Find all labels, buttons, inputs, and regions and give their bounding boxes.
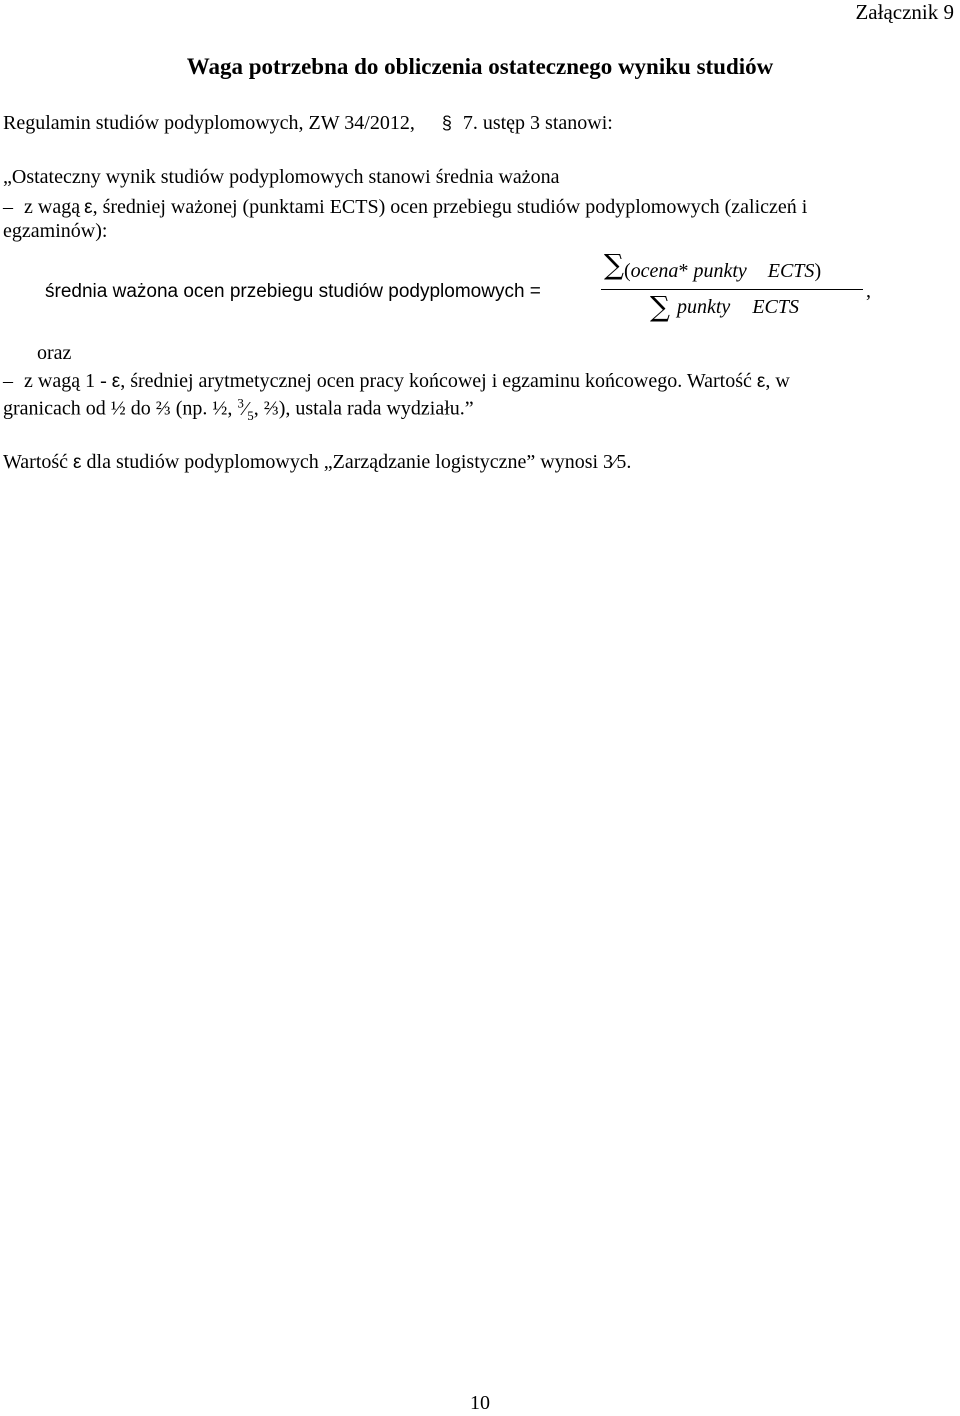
regulation-text: Regulamin studiów podyplomowych, ZW 34/2012, (3, 112, 415, 134)
var-ocena: ocena (630, 260, 679, 282)
multiply-operator: * (678, 260, 689, 282)
item-2-text-b: , średniej arytmetycznej ocen pracy końcowej i egzaminu końcowego. Wartość (120, 370, 752, 392)
fraction-denominator: 5 (247, 407, 254, 423)
epsilon-symbol: ε (73, 452, 82, 473)
numerator-close-paren: ) (814, 260, 822, 282)
quote-item-1-continuation: egzaminów): (3, 220, 108, 242)
page-number: 10 (470, 1392, 490, 1414)
numerator-open-paren: ( (624, 260, 631, 282)
regulation-rest: 7. ustęp 3 stanowi: (462, 112, 613, 134)
conclusion-text-b: dla studiów podyplomowych „Zarządzanie logistyczne” wynosi 3⁄5. (86, 451, 632, 473)
quote-item-1 (3, 196, 807, 219)
item-2-text-a: z wagą 1 - (24, 370, 107, 392)
item-1-text-a: z wagą (24, 196, 81, 218)
quote-item-2-continuation (3, 395, 474, 424)
denominator-var-ects: ECTS (752, 296, 799, 318)
quote-line-1: „Ostateczny wynik studiów podyplomowych stanowi średnia ważona (3, 166, 560, 188)
sum-symbol-numerator: ∑ (604, 248, 624, 281)
formula-lhs: średnia ważona ocen przebiegu studiów podyplomowych = (45, 281, 541, 302)
formula-numerator (624, 260, 821, 283)
page-title: Waga potrzebna do obliczenia ostatecznego wyniku studiów (186, 54, 774, 79)
conclusion-text-a: Wartość (3, 451, 69, 473)
epsilon-symbol: ε (756, 371, 766, 392)
section-symbol: § (441, 113, 452, 133)
list-dash: – (3, 196, 13, 218)
epsilon-symbol: ε (111, 371, 121, 392)
item-1-text-b: , średniej ważonej (punktami ECTS) ocen przebiegu studiów podyplomowych (zaliczeń i (92, 196, 808, 218)
fraction-three-fifths (237, 395, 254, 423)
fraction-numerator: 3 (237, 395, 244, 410)
list-dash: – (3, 370, 13, 392)
item-2-text-c: , w (765, 370, 790, 392)
fraction-slash: ⁄ (243, 397, 248, 420)
epsilon-symbol: ε (84, 197, 93, 218)
formula-denominator (677, 296, 799, 319)
denominator-var-punkty: punkty (677, 296, 731, 318)
oraz-word: oraz (37, 342, 72, 364)
fraction-line (601, 289, 863, 290)
sum-symbol-denominator: ∑ (650, 290, 670, 323)
var-ects: ECTS (767, 260, 815, 282)
annex-label: Załącznik 9 (855, 0, 954, 24)
var-punkty: punkty (693, 260, 747, 282)
quote-item-2 (3, 370, 790, 393)
formula-comma: , (866, 280, 871, 302)
conclusion-line (3, 451, 631, 474)
item-2-cont-b: , ⅔), ustala rada wydziału.” (253, 397, 474, 420)
regulation-line (3, 112, 613, 135)
item-2-cont-a: granicach od ½ do ⅔ (np. ½, (3, 397, 233, 420)
